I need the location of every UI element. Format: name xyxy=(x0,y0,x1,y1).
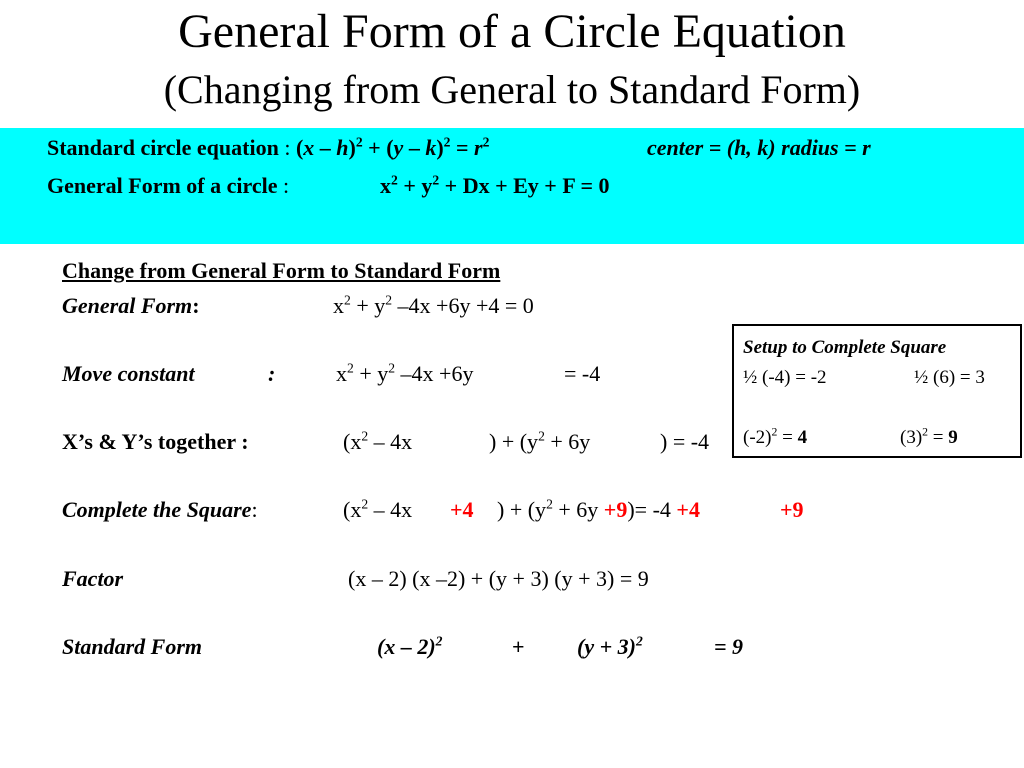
standard-form-plus: + xyxy=(512,634,525,659)
general-form-label: General Form of a circle xyxy=(47,173,278,198)
step-group-terms-rhs: ) = -4 xyxy=(660,429,710,454)
setup-half-y: ½ (6) = 3 xyxy=(914,367,985,388)
step-general-form-equation: $x^2 + y^2$ –4x +6y +4 = 0 xyxy=(333,292,534,318)
step-move-constant-equation: $x^2 + y^2$ –4x +6y xyxy=(336,360,474,386)
general-form-colon: : xyxy=(277,173,290,198)
general-form-line xyxy=(47,172,610,199)
step-complete-square-y: ) + $(y^2 + 6y +9)= -4 +4$ xyxy=(497,496,700,522)
slide-title: General Form of a Circle Equation xyxy=(178,5,846,58)
rhs-added-9: +9 xyxy=(780,497,804,522)
step-move-constant-rhs: = -4 xyxy=(564,361,601,386)
rhs-added-4: +4 xyxy=(676,497,700,522)
step-factor-label: Factor xyxy=(62,566,124,591)
step-complete-square-label: Complete the Square: xyxy=(62,497,258,522)
step-group-terms-y: ) + ($y^2 + 6y$ xyxy=(489,428,591,454)
slide-subtitle: (Changing from General to Standard Form) xyxy=(163,67,861,112)
setup-box xyxy=(732,324,1022,458)
standard-form-x-term: (x – 2)$^2$ xyxy=(377,633,443,659)
setup-square-x: $(-2)^2 = 4$ xyxy=(743,425,808,448)
step-complete-square-x: ($x^2 - 4x$ xyxy=(343,496,413,522)
standard-equation-line xyxy=(47,134,871,161)
step-factor-equation: (x – 2) (x –2) + (y + 3) (y + 3) = 9 xyxy=(348,566,649,591)
standard-equation: $(x - h)^2 + (y - k)^2 = r^2$ xyxy=(295,134,490,160)
setup-square-y: $(3)^2 = 9$ xyxy=(900,425,958,448)
step-move-constant-colon: : xyxy=(268,361,276,386)
step-group-terms-x: ($x^2 - 4x$ xyxy=(343,428,413,454)
step-group-terms-label: X’s & Y’s together : xyxy=(62,429,249,454)
standard-form-rhs: = 9 xyxy=(714,634,744,659)
added-term-9: +9 xyxy=(603,497,628,522)
step-move-constant-label: Move constant xyxy=(62,361,195,386)
general-form-equation: $x^2 + y^2 + Dx + Ey + F = 0$ xyxy=(380,172,610,198)
standard-form-y-term: $(y + 3)^2$ xyxy=(577,633,643,659)
setup-box-title: Setup to Complete Square xyxy=(743,337,947,358)
added-term-4: +4 xyxy=(450,497,474,522)
center-radius-text: center = (h, k) radius = r xyxy=(647,135,871,160)
standard-equation-label: Standard circle equation xyxy=(47,135,279,160)
section-header: Change from General Form to Standard Form xyxy=(62,258,501,283)
setup-half-x: ½ (-4) = -2 xyxy=(743,367,827,388)
standard-equation-colon: : xyxy=(278,135,296,160)
step-general-form-label: General Form: xyxy=(62,293,200,318)
step-standard-form-label: Standard Form xyxy=(62,634,202,659)
